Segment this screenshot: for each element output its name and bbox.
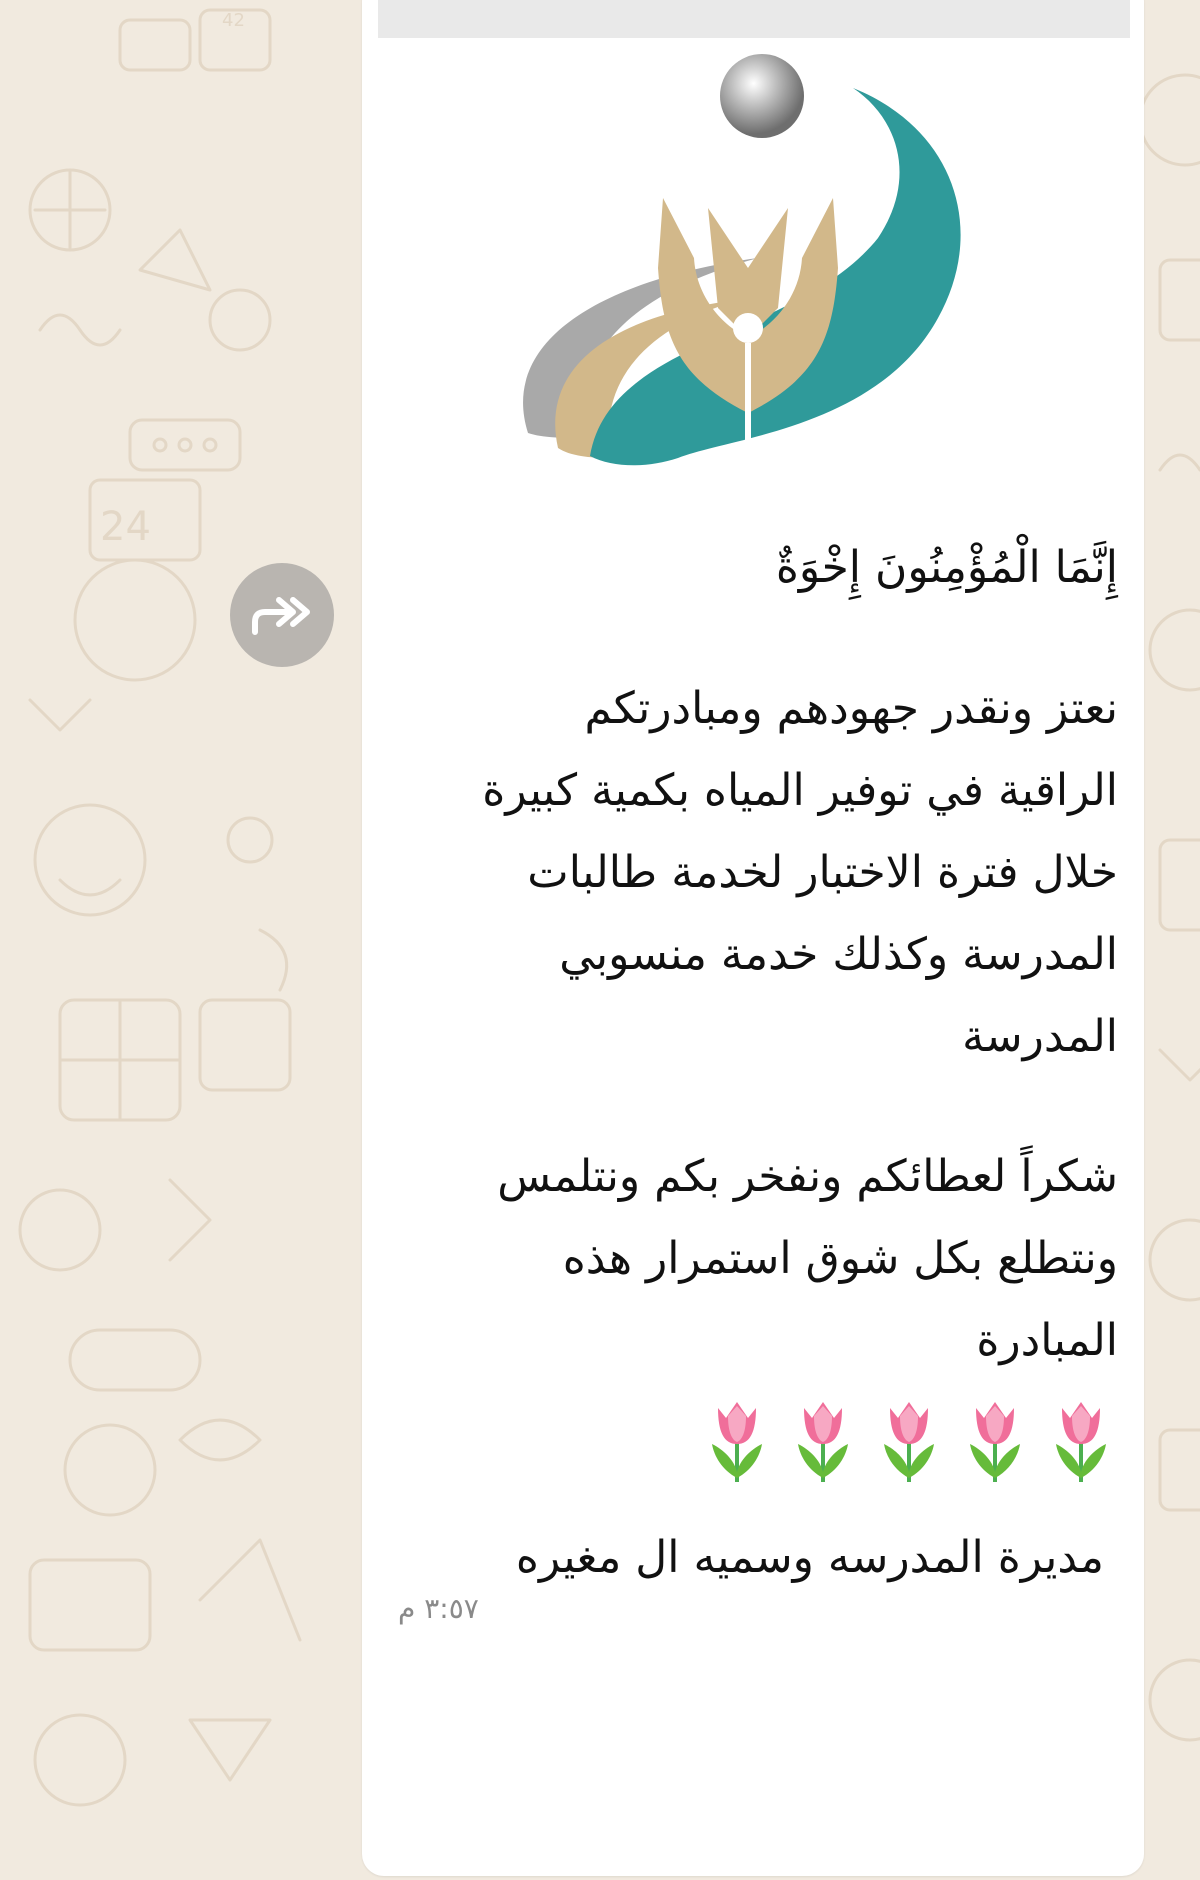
logo-pearl — [720, 54, 804, 138]
forward-double-arrow-icon — [249, 592, 315, 638]
tulip-emoji — [962, 1398, 1028, 1484]
message-signature: مديرة المدرسه وسميه ال مغيره — [515, 1532, 1104, 1583]
forward-button[interactable] — [230, 563, 334, 667]
message-time: ٣:٥٧ م — [398, 1592, 479, 1625]
tulip-emoji — [790, 1398, 856, 1484]
quran-verse: إِنَّمَا الْمُؤْمِنُونَ إِخْوَةٌ — [775, 542, 1118, 593]
message-text — [418, 538, 1118, 1590]
tulip-emoji — [704, 1398, 770, 1484]
wallpaper-number-24: 24 — [100, 504, 151, 550]
spacer — [418, 1078, 1118, 1136]
tulip-emoji — [1048, 1398, 1114, 1484]
logo-nib-hole — [733, 313, 763, 343]
spacer — [418, 598, 1118, 668]
wallpaper-number-42: 42 — [222, 10, 245, 31]
spacer — [418, 1500, 1118, 1526]
tulip-emoji-row — [418, 1382, 1118, 1500]
message-paragraph-gratitude: شكراً لعطائكم ونفخر بكم ونتلمس ونتطلع بكل شوق استمرار هذه المبادرة — [497, 1151, 1118, 1366]
tulip-emoji — [876, 1398, 942, 1484]
school-logo — [378, 38, 1130, 514]
message-paragraph-thanks: نعتز ونقدر جهودهم ومبادرتكم الراقية في توفير المياه بكمية كبيرة خلال فترة الاختبار لخدمة طالبات المدرسة وكذلك خدمة منسوبي المدرسة — [482, 683, 1118, 1062]
image-attachment[interactable] — [378, 38, 1130, 514]
